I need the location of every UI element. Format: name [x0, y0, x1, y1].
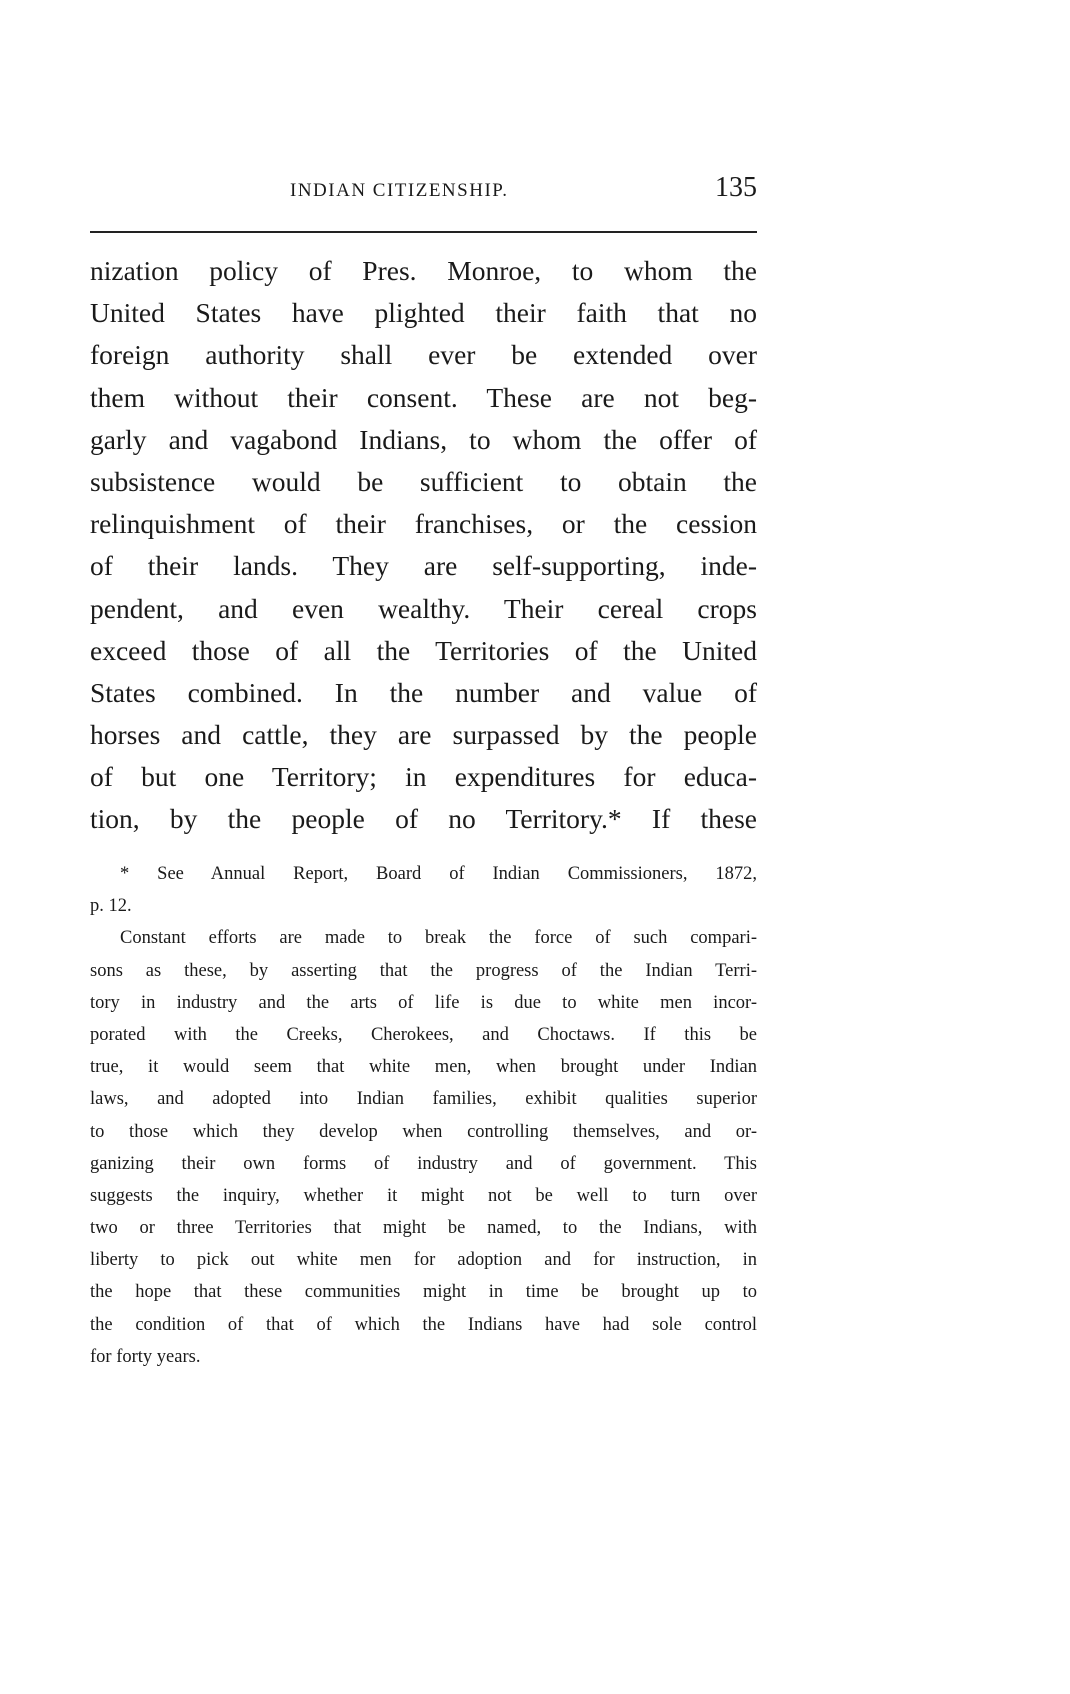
- note-line: ganizing their own forms of industry and of government. This: [90, 1153, 757, 1174]
- body-line: nization policy of Pres. Monroe, to whom the: [90, 255, 757, 286]
- body-line: subsistence would be sufficient to obtain the: [90, 465, 757, 497]
- body-line: of but one Territory; in expenditures for educa-: [90, 761, 757, 793]
- note-line: two or three Territories that might be named, to the Indians, with: [90, 1218, 757, 1239]
- body-line: horses and cattle, they are surpassed by the people: [90, 719, 757, 751]
- page-number: 135: [715, 172, 757, 203]
- body-text: [90, 250, 757, 841]
- body-line: States combined. In the number and value of: [90, 676, 757, 708]
- running-title: INDIAN CITIZENSHIP.: [290, 180, 509, 201]
- note-line: Constant efforts are made to break the force of such compari-: [120, 928, 757, 949]
- note-line: tory in industry and the arts of life is due to white men incor-: [90, 992, 757, 1013]
- footnotes: [90, 858, 757, 1373]
- body-line: foreign authority shall ever be extended over: [90, 339, 757, 371]
- header-rule: [90, 231, 757, 233]
- footnote-line: * See Annual Report, Board of Indian Commissioners, 1872,: [120, 864, 757, 884]
- body-line: garly and vagabond Indians, to whom the offer of: [90, 423, 757, 455]
- note-line: to those which they develop when controlling themselves, and or-: [90, 1121, 757, 1142]
- body-line: tion, by the people of no Territory.* If these: [90, 803, 757, 835]
- note-line: for forty years.: [90, 1346, 201, 1367]
- body-line: United States have plighted their faith that no: [90, 297, 757, 329]
- note-line: the hope that these communities might in time be brought up to: [90, 1282, 757, 1303]
- note-line: true, it would seem that white men, when brought under Indian: [90, 1057, 757, 1078]
- body-line: pendent, and even wealthy. Their cereal crops: [90, 592, 757, 624]
- body-line: of their lands. They are self-supporting, inde-: [90, 550, 757, 582]
- note-line: laws, and adopted into Indian families, exhibit qualities superior: [90, 1089, 757, 1110]
- body-line: them without their consent. These are not beg-: [90, 381, 757, 413]
- note-line: the condition of that of which the Indians have had sole control: [90, 1314, 757, 1335]
- footnote-line: p. 12.: [90, 896, 132, 917]
- page-header: [90, 172, 757, 212]
- note-line: suggests the inquiry, whether it might not be well to turn over: [90, 1185, 757, 1206]
- note-line: porated with the Creeks, Cherokees, and Choctaws. If this be: [90, 1024, 757, 1045]
- body-line: relinquishment of their franchises, or the cession: [90, 508, 757, 540]
- body-line: exceed those of all the Territories of the United: [90, 634, 757, 666]
- note-line: liberty to pick out white men for adoption and for instruction, in: [90, 1250, 757, 1271]
- note-line: sons as these, by asserting that the progress of the Indian Terri-: [90, 960, 757, 981]
